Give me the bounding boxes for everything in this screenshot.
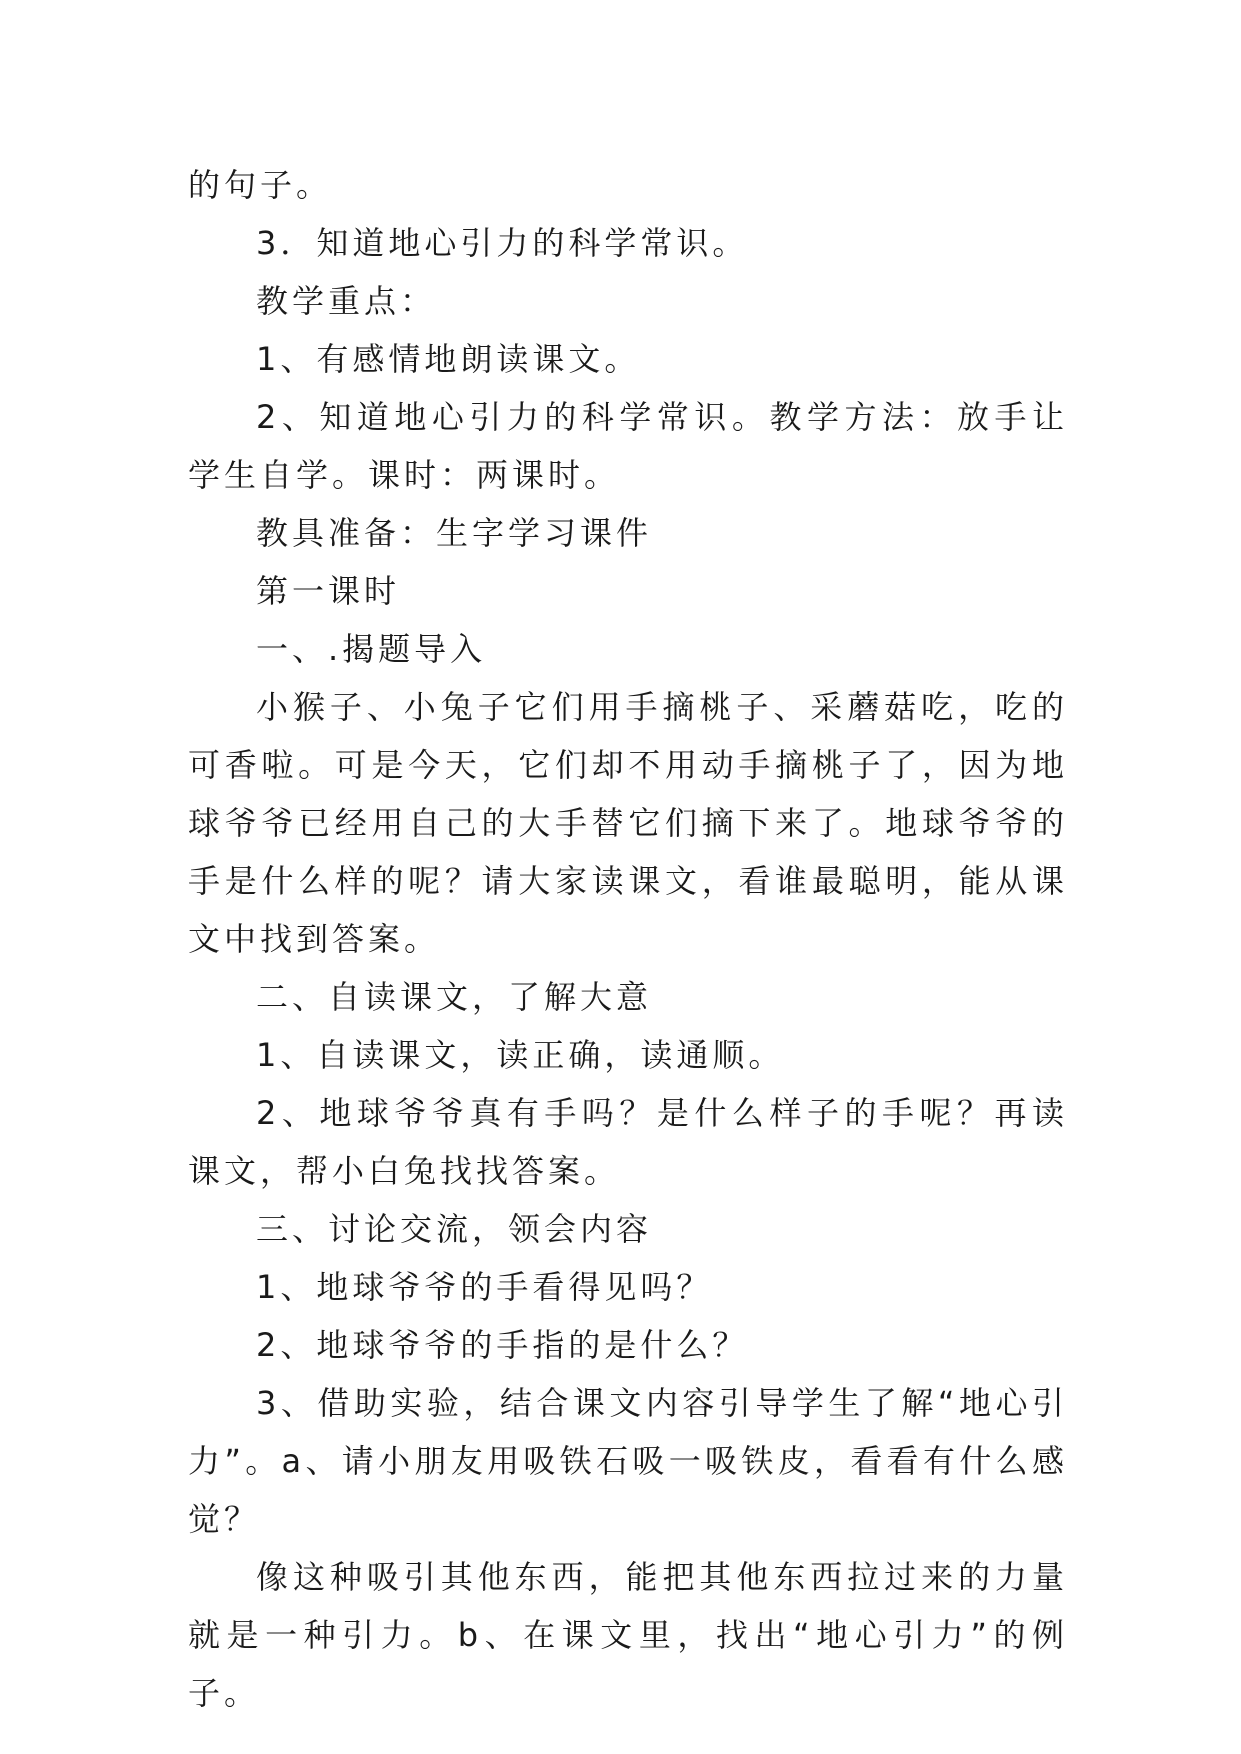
heading-teaching-focus: 教学重点： <box>256 282 437 320</box>
paragraph-materials: 教具准备：生字学习课件 <box>256 514 653 552</box>
heading-section-2: 二、自读课文，了解大意 <box>256 978 653 1016</box>
document-body <box>188 156 1068 1722</box>
paragraph-discussion-1: 1、地球爷爷的手看得见吗？ <box>256 1268 713 1306</box>
paragraph-reading-1: 1、自读课文，读正确，读通顺。 <box>256 1036 785 1074</box>
heading-first-lesson: 第一课时 <box>256 572 401 610</box>
paragraph-discussion-2: 2、地球爷爷的手指的是什么？ <box>256 1326 749 1364</box>
paragraph-objective-3: 3．知道地心引力的科学常识。 <box>256 224 749 262</box>
paragraph-discussion-3: 3、借助实验，结合课文内容引导学生了解“地心引力”。a、请小朋友用吸铁石吸一吸铁皮，看看有什么感觉？ <box>188 1384 1068 1538</box>
paragraph-focus-1: 1、有感情地朗读课文。 <box>256 340 641 378</box>
paragraph-introduction: 小猴子、小兔子它们用手摘桃子、采蘑菇吃，吃的可香啦。可是今天，它们却不用动手摘桃子了，因为地球爷爷已经用自己的大手替它们摘下来了。地球爷爷的手是什么样的呢？请大家读课文，看谁最聪明，能从课文中找到答案。 <box>188 688 1068 958</box>
heading-section-1: 一、.揭题导入 <box>256 630 487 668</box>
paragraph-continuation: 的句子。 <box>188 166 333 204</box>
paragraph-reading-2: 2、地球爷爷真有手吗？是什么样子的手呢？再读课文，帮小白兔找找答案。 <box>188 1094 1068 1190</box>
paragraph-gravity-explanation: 像这种吸引其他东西，能把其他东西拉过来的力量就是一种引力。b、在课文里，找出“地心引力”的例子。 <box>188 1558 1068 1712</box>
heading-section-3: 三、讨论交流，领会内容 <box>256 1210 653 1248</box>
paragraph-focus-2: 2、知道地心引力的科学常识。教学方法：放手让学生自学。课时：两课时。 <box>188 398 1068 494</box>
